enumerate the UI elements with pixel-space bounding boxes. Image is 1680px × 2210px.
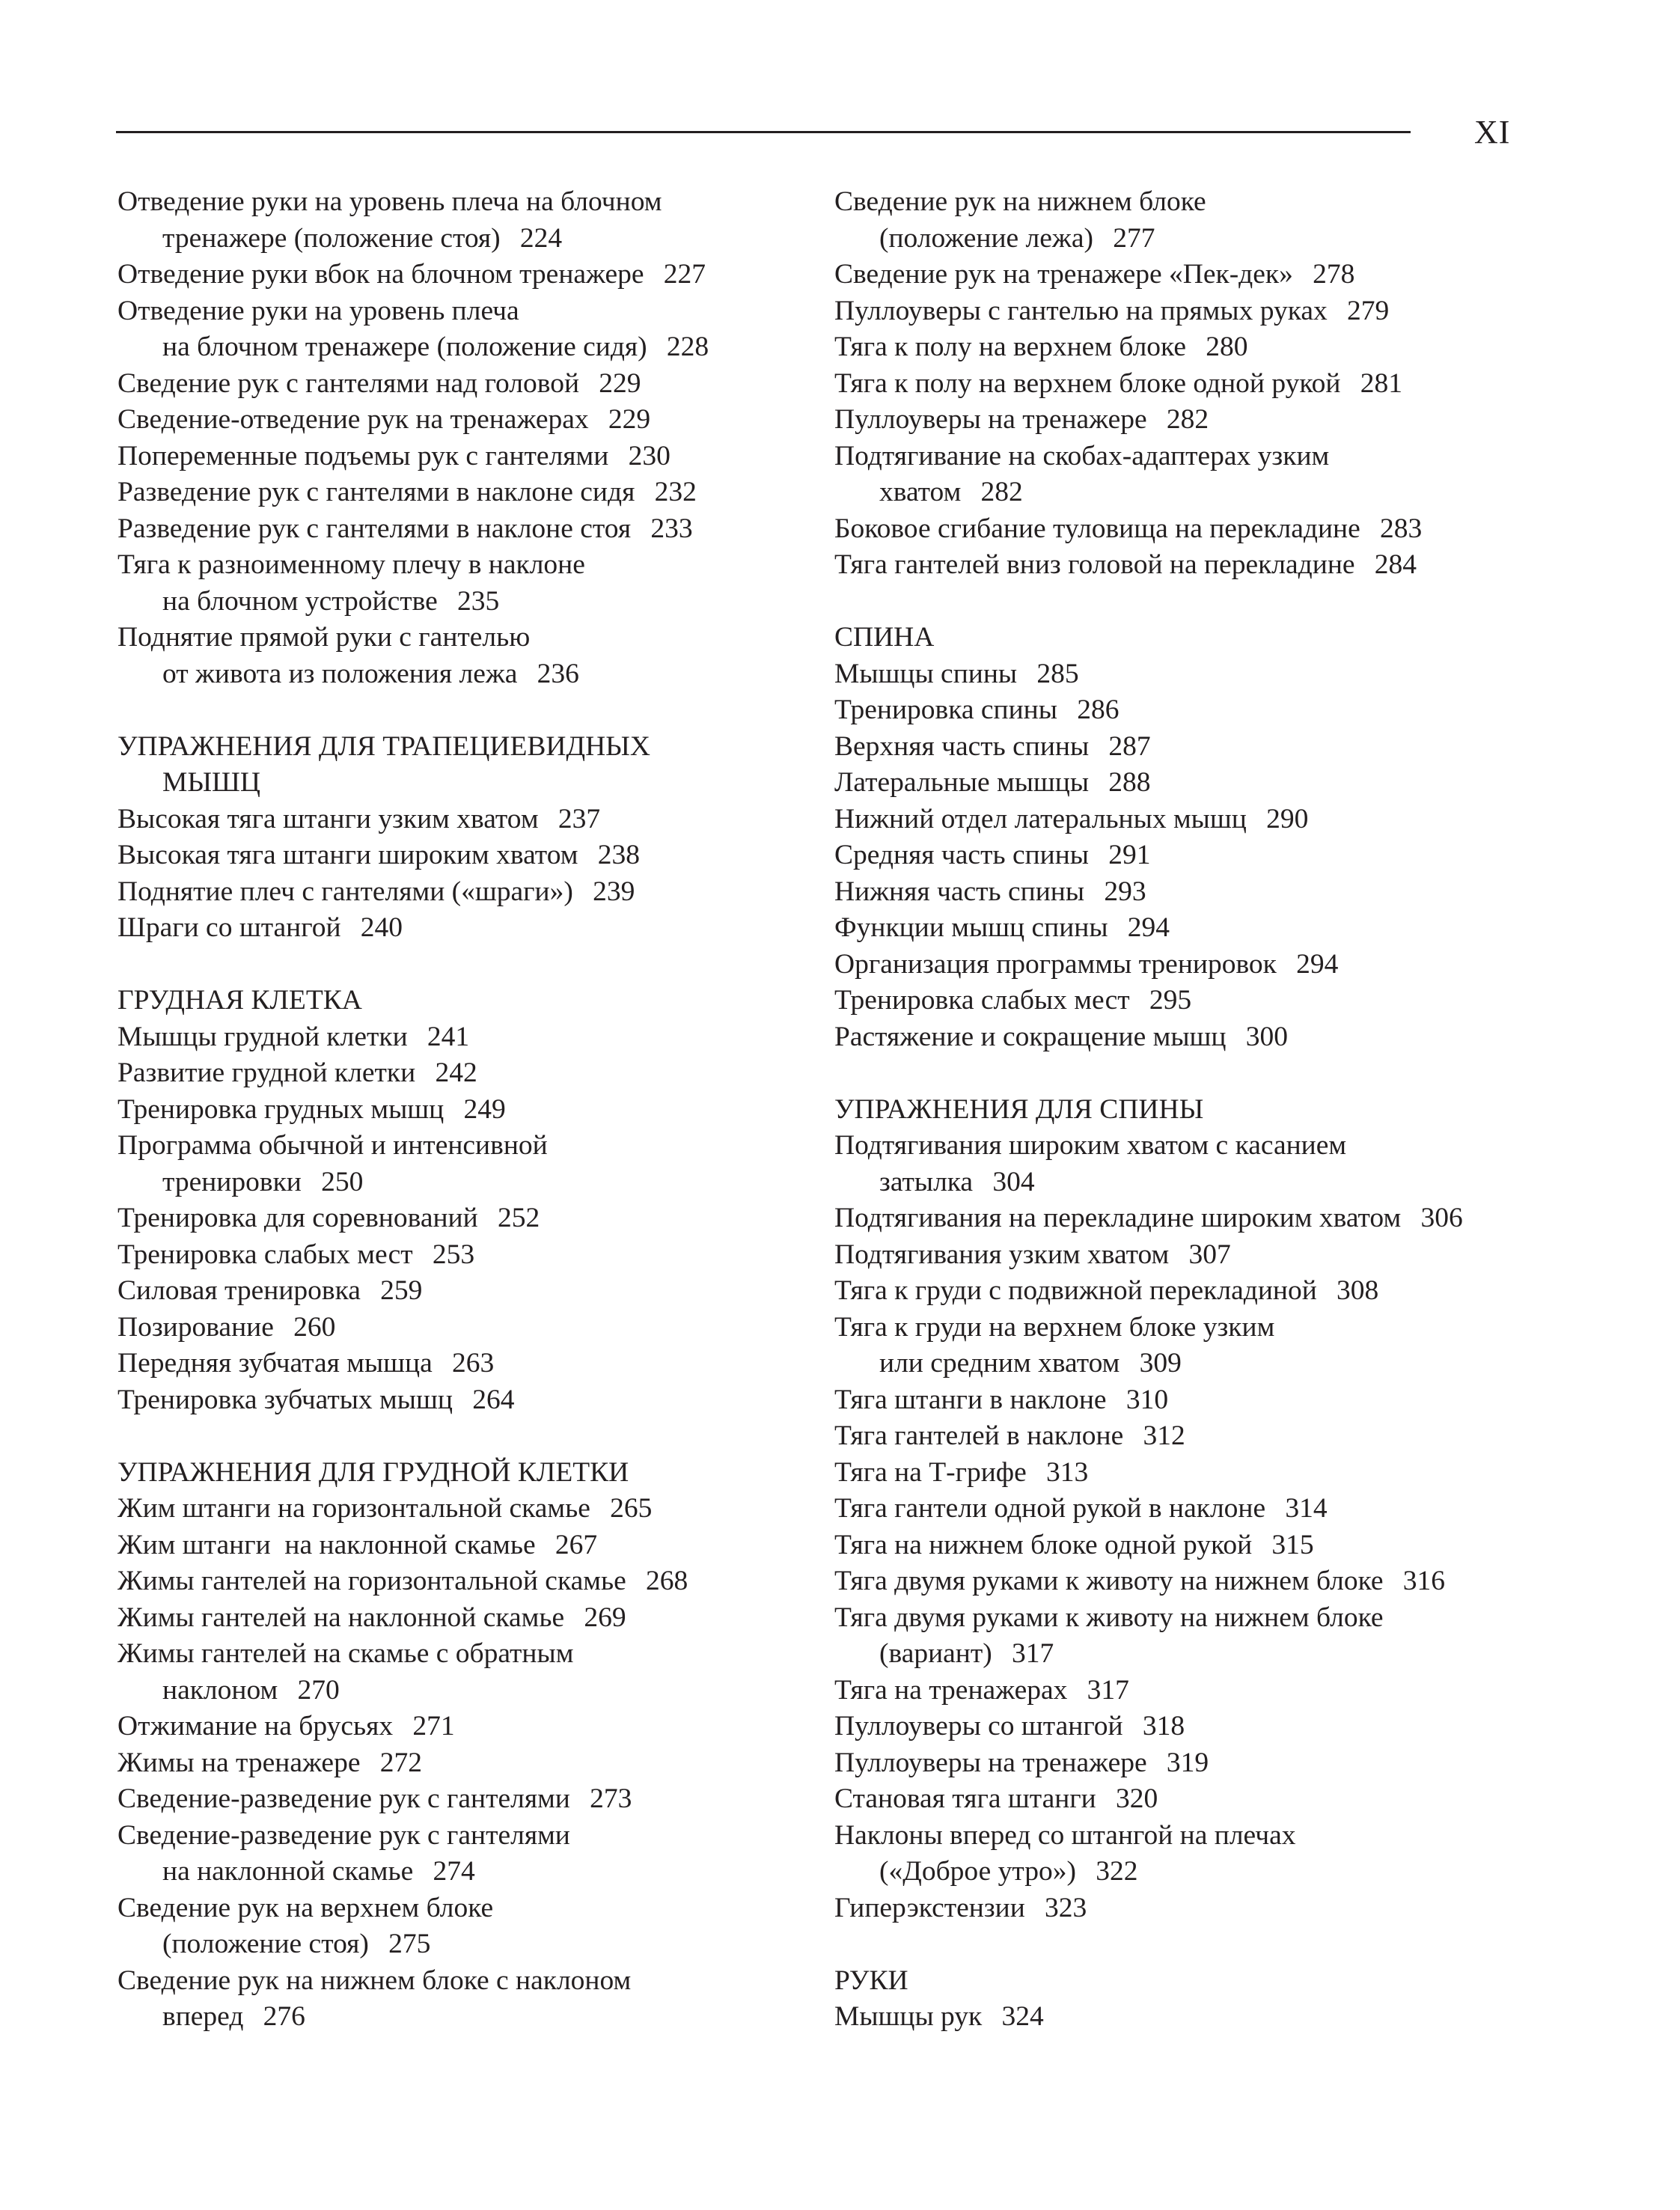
toc-page-number: 224	[519, 222, 563, 254]
toc-entry	[117, 257, 791, 293]
toc-entry	[834, 184, 1553, 257]
toc-entry	[834, 947, 1553, 983]
toc-entry	[117, 1237, 791, 1274]
toc-entry-title: Разведение рук с гантелями в наклоне сидя 232	[117, 477, 697, 507]
toc-entry	[834, 366, 1553, 403]
toc-entry	[117, 1273, 791, 1310]
toc-page-number: 230	[628, 440, 671, 471]
toc-entry-title: Средняя часть спины 291	[834, 840, 1151, 870]
toc-entry	[834, 293, 1553, 330]
toc-page-number: 304	[992, 1166, 1035, 1197]
toc-section	[834, 184, 1553, 584]
toc-entry	[117, 1310, 791, 1346]
toc-page-number: 249	[463, 1093, 506, 1125]
toc-entry	[834, 1200, 1553, 1237]
toc-entry-title: Тяга штанги в наклоне 310	[834, 1384, 1169, 1415]
toc-page-number: 265	[610, 1493, 653, 1524]
toc-page-number: 279	[1347, 295, 1390, 326]
toc-entry	[834, 547, 1553, 584]
toc-entry-title: или средним хватом 309	[879, 1348, 1182, 1379]
toc-entry-title: Тренировка спины 286	[834, 695, 1120, 725]
toc-page-number: 295	[1149, 985, 1192, 1016]
toc-entry-title: затылка 304	[879, 1166, 1035, 1197]
toc-entry	[117, 802, 791, 838]
toc-entry-title: Тяга на Т-грифе 313	[834, 1456, 1089, 1488]
toc-page-number: 237	[558, 803, 601, 834]
toc-entry	[117, 1092, 791, 1129]
toc-entry	[117, 1491, 791, 1527]
toc-entry-title: тренажере (положение стоя) 224	[162, 222, 563, 254]
toc-section	[834, 1963, 1553, 2036]
toc-page-number: 239	[593, 876, 635, 907]
toc-entry-title: тренировки 250	[162, 1166, 364, 1197]
toc-page-number: 291	[1108, 840, 1151, 870]
toc-entry	[834, 1019, 1553, 1056]
toc-page-number: 267	[555, 1529, 598, 1560]
toc-entry-title: на наклонной скамье 274	[162, 1856, 475, 1887]
toc-column-right	[834, 184, 1553, 2036]
toc-entry	[834, 1890, 1553, 1927]
toc-entry-title: Жимы гантелей на скамье с обратным	[117, 1638, 574, 1669]
toc-entry-title: Тяга двумя руками к животу на нижнем блоке	[834, 1602, 1384, 1633]
toc-entry-title: Боковое сгибание туловища на перекладине 283	[834, 513, 1423, 544]
toc-entry	[834, 874, 1553, 911]
toc-entry-title: Программа обычной и интенсивной	[117, 1130, 548, 1161]
toc-entry-title: вперед 276	[162, 2001, 305, 2032]
toc-entry-title: Растяжение и сокращение мышц 300	[834, 1021, 1288, 1052]
toc-page-number: 250	[321, 1166, 364, 1197]
toc-entry-title: на блочном устройстве 235	[162, 585, 500, 617]
toc-entry	[117, 1600, 791, 1637]
toc-page-number: 287	[1108, 730, 1151, 762]
toc-entry-title: Функции мышц спины 294	[834, 912, 1170, 943]
toc-section	[117, 1455, 791, 2036]
toc-entry-title: Сведение рук с гантелями над головой 229	[117, 367, 641, 399]
toc-entry-title: Отведение руки на уровень плеча на блочном	[117, 186, 662, 217]
toc-page-number: 285	[1036, 658, 1079, 689]
toc-entry-title: Сведение рук на верхнем блоке	[117, 1892, 494, 1923]
toc-page-number: 253	[432, 1239, 475, 1270]
toc-entry	[834, 1999, 1553, 2036]
section-heading-line: ГРУДНАЯ КЛЕТКА	[117, 985, 362, 1016]
toc-entry-title: Тяга к груди с подвижной перекладиной 308	[834, 1275, 1379, 1306]
toc-entry	[834, 1455, 1553, 1492]
toc-entry-title: Сведение-отведение рук на тренажерах 229	[117, 404, 651, 435]
toc-entry-title: Высокая тяга штанги широким хватом 238	[117, 840, 640, 870]
toc-entry-title: Развитие грудной клетки 242	[117, 1057, 477, 1088]
toc-entry	[117, 1055, 791, 1092]
toc-entry	[834, 1491, 1553, 1527]
toc-entry	[117, 1563, 791, 1600]
toc-entry-title: Подтягивания широким хватом с касанием	[834, 1130, 1347, 1161]
toc-page-number: 319	[1166, 1747, 1209, 1778]
toc-entry-title: Сведение рук на нижнем блоке	[834, 186, 1206, 217]
section-heading	[117, 729, 791, 802]
toc-page-number: 315	[1271, 1529, 1314, 1560]
toc-entry	[834, 1128, 1553, 1200]
toc-page-number: 294	[1127, 912, 1170, 943]
toc-entry-title: Жимы гантелей на горизонтальной скамье 268	[117, 1566, 688, 1596]
toc-entry	[834, 802, 1553, 838]
toc-entry-title: Сведение рук на нижнем блоке с наклоном	[117, 1965, 632, 1996]
toc-entry-title: Тренировка грудных мышц 249	[117, 1093, 506, 1125]
toc-entry-title: Пуллоуверы на тренажере 282	[834, 404, 1209, 435]
toc-entry	[834, 983, 1553, 1019]
toc-page-number: 271	[412, 1711, 455, 1742]
toc-entry-title: Пуллоуверы со штангой 318	[834, 1711, 1185, 1742]
toc-page-number: 232	[654, 477, 697, 507]
toc-page-number: 277	[1113, 222, 1155, 254]
toc-page-number: 259	[380, 1275, 423, 1306]
toc-entry-title: Подтягивание на скобах-адаптерах узким	[834, 440, 1330, 471]
toc-entry-title: Нижний отдел латеральных мышц 290	[834, 803, 1309, 834]
toc-entry-title: Организация программы тренировок 294	[834, 948, 1339, 980]
toc-entry-title: Поднятие плеч с гантелями («шраги») 239	[117, 876, 635, 907]
toc-page-number: 242	[435, 1057, 477, 1088]
toc-entry-title: Тяга гантелей в наклоне 312	[834, 1420, 1185, 1451]
toc-page-number: 280	[1206, 332, 1248, 362]
toc-page-number: 323	[1045, 1892, 1087, 1923]
toc-section	[834, 1092, 1553, 1927]
toc-page-number: 269	[584, 1602, 626, 1633]
toc-entry	[834, 1563, 1553, 1600]
toc-entry-title: Тяга на тренажерах 317	[834, 1674, 1129, 1706]
toc-page-number: 318	[1142, 1711, 1185, 1742]
toc-entry	[834, 1818, 1553, 1890]
toc-page-number: 238	[597, 840, 640, 870]
toc-entry-title: Сведение-разведение рук с гантелями 273	[117, 1783, 632, 1814]
toc-entry	[834, 402, 1553, 439]
toc-page-number: 316	[1402, 1566, 1446, 1596]
toc-page-number: 276	[263, 2001, 305, 2032]
toc-page-number: 309	[1139, 1348, 1182, 1379]
toc-page-number: 236	[537, 658, 579, 689]
toc-entry-title: Сведение-разведение рук с гантелями	[117, 1819, 570, 1851]
toc-entry	[834, 910, 1553, 947]
toc-entry-title: Латеральные мышцы 288	[834, 767, 1151, 798]
toc-entry	[834, 1781, 1553, 1818]
toc-entry	[834, 1600, 1553, 1673]
toc-page-number: 263	[452, 1348, 495, 1379]
toc-entry-title: (вариант) 317	[879, 1638, 1054, 1669]
toc-entry	[117, 439, 791, 475]
section-heading-line: СПИНА	[834, 622, 935, 653]
toc-entry	[117, 1818, 791, 1890]
toc-page-number: 268	[645, 1566, 688, 1596]
toc-page-number: 300	[1245, 1021, 1288, 1052]
toc-entry-title: Жимы на тренажере 272	[117, 1747, 422, 1778]
toc-entry	[834, 257, 1553, 293]
toc-entry-title: Поднятие прямой руки с гантелью	[117, 622, 531, 653]
toc-entry	[834, 729, 1553, 766]
toc-entry-title: Тяга гантелей вниз головой на перекладине 284	[834, 549, 1417, 580]
toc-page-number: 241	[427, 1021, 470, 1052]
toc-entry	[117, 1890, 791, 1963]
toc-entry	[117, 511, 791, 548]
toc-page-number: 270	[297, 1674, 340, 1706]
toc-entry	[834, 765, 1553, 802]
toc-entry	[117, 293, 791, 366]
section-heading	[117, 1455, 791, 1492]
section-heading-line: УПРАЖНЕНИЯ ДЛЯ ГРУДНОЙ КЛЕТКИ	[117, 1456, 629, 1488]
toc-page-number: 314	[1285, 1493, 1328, 1524]
toc-page-number: 264	[472, 1384, 515, 1415]
toc-page-number: 227	[663, 259, 706, 290]
toc-page-number: 286	[1077, 695, 1120, 725]
toc-entry-title: («Доброе утро») 322	[879, 1856, 1138, 1887]
toc-entry	[117, 1019, 791, 1056]
toc-entry-title: Позирование 260	[117, 1311, 336, 1343]
toc-page-number: 312	[1143, 1420, 1185, 1451]
toc-entry-title: Силовая тренировка 259	[117, 1275, 423, 1306]
toc-page-number: 317	[1012, 1638, 1054, 1669]
toc-section	[117, 983, 791, 1418]
toc-entry-title: Тяга гантели одной рукой в наклоне 314	[834, 1493, 1328, 1524]
toc-entry-title: Разведение рук с гантелями в наклоне стоя 233	[117, 513, 693, 544]
toc-entry	[834, 1418, 1553, 1455]
section-heading-line: УПРАЖНЕНИЯ ДЛЯ СПИНЫ	[834, 1093, 1204, 1125]
toc-entry	[117, 474, 791, 511]
toc-entry-title: Наклоны вперед со штангой на плечах	[834, 1819, 1296, 1851]
toc-entry	[117, 1128, 791, 1200]
toc-entry	[834, 1673, 1553, 1709]
toc-page-number: 260	[293, 1311, 336, 1343]
toc-entry-title: (положение лежа) 277	[879, 222, 1155, 254]
toc-page-number: 233	[650, 513, 693, 544]
toc-entry-title: Сведение рук на тренажере «Пек-дек» 278	[834, 259, 1355, 290]
toc-page-number: 274	[433, 1856, 475, 1887]
toc-entry	[834, 1745, 1553, 1782]
toc-entry-title: Передняя зубчатая мышца 263	[117, 1348, 495, 1379]
toc-section	[117, 729, 791, 947]
toc-page-number: 308	[1337, 1275, 1379, 1306]
toc-entry	[834, 1527, 1553, 1564]
toc-page-number: 235	[457, 585, 500, 617]
toc-page-number: 313	[1046, 1456, 1089, 1488]
toc-entry-title: Пуллоуверы на тренажере 319	[834, 1747, 1209, 1778]
toc-entry-title: Тяга к полу на верхнем блоке 280	[834, 332, 1248, 362]
toc-entry	[834, 1382, 1553, 1419]
toc-page-number: 307	[1188, 1239, 1231, 1270]
toc-entry-title: Верхняя часть спины 287	[834, 730, 1151, 762]
toc-entry	[117, 1382, 791, 1419]
toc-entry-title: Отжимание на брусьях 271	[117, 1711, 455, 1742]
toc-entry	[117, 1745, 791, 1782]
toc-entry	[117, 1346, 791, 1382]
toc-entry-title: Гиперэкстензии 323	[834, 1892, 1087, 1923]
section-heading-line: УПРАЖНЕНИЯ ДЛЯ ТРАПЕЦИЕВИДНЫХ	[117, 730, 650, 762]
toc-page-number: 281	[1360, 367, 1402, 399]
toc-entry-title: Тренировка зубчатых мышц 264	[117, 1384, 515, 1415]
toc-entry-title: Тяга двумя руками к животу на нижнем блоке 316	[834, 1566, 1446, 1596]
toc-entry-title: (положение стоя) 275	[162, 1929, 431, 1959]
toc-page-number: 293	[1104, 876, 1146, 907]
toc-entry-title: Нижняя часть спины 293	[834, 876, 1146, 907]
toc-entry-title: Тренировка для соревнований 252	[117, 1203, 540, 1233]
toc-entry-title: Отведение руки вбок на блочном тренажере 227	[117, 259, 706, 290]
toc-entry	[834, 1709, 1553, 1745]
toc-entry	[117, 547, 791, 620]
toc-entry	[117, 837, 791, 874]
toc-page-number: 320	[1115, 1783, 1158, 1814]
section-heading-line: МЫШЦ	[162, 767, 260, 798]
toc-entry-title: Тяга к груди на верхнем блоке узким	[834, 1311, 1275, 1343]
toc-entry-title: Тяга к разноименному плечу в наклоне	[117, 549, 585, 580]
toc-column-left	[117, 184, 791, 2036]
toc-entry	[834, 1237, 1553, 1274]
toc-entry-title: Становая тяга штанги 320	[834, 1783, 1158, 1814]
toc-entry	[834, 511, 1553, 548]
toc-entry	[834, 837, 1553, 874]
section-heading	[834, 1092, 1553, 1129]
toc-page-number: 324	[1001, 2001, 1044, 2032]
toc-page-number: 228	[666, 332, 709, 362]
toc-entry	[117, 1709, 791, 1745]
toc-page-number: 322	[1096, 1856, 1138, 1887]
toc-page-number: 283	[1380, 513, 1423, 544]
toc-page-number: 288	[1108, 767, 1151, 798]
toc-entry	[117, 1527, 791, 1564]
toc-entry-title: Пуллоуверы с гантелью на прямых руках 279	[834, 295, 1390, 326]
toc-entry-title: Мышцы спины 285	[834, 658, 1079, 689]
toc-entry	[117, 184, 791, 257]
toc-entry	[117, 366, 791, 403]
toc-page-number: 275	[388, 1929, 431, 1959]
page-number: XI	[1474, 114, 1511, 150]
toc-page-number: 252	[497, 1203, 540, 1233]
header-rule	[116, 131, 1411, 133]
toc-page-number: 229	[599, 367, 641, 399]
toc-entry	[834, 692, 1553, 729]
toc-entry-title: Мышцы рук 324	[834, 2001, 1044, 2032]
toc-entry-title: от живота из положения лежа 236	[162, 658, 579, 689]
toc-entry-title: наклоном 270	[162, 1674, 340, 1706]
toc-page-number: 229	[608, 404, 651, 435]
toc-entry	[117, 1963, 791, 2036]
toc-entry-title: Подтягивания на перекладине широким хватом 306	[834, 1203, 1463, 1233]
toc-entry	[834, 1273, 1553, 1310]
toc-page-number: 240	[360, 912, 403, 943]
toc-section	[117, 184, 791, 692]
toc-entry	[117, 1636, 791, 1709]
toc-entry	[117, 620, 791, 692]
toc-entry-title: Жимы гантелей на наклонной скамье 269	[117, 1602, 626, 1633]
section-heading	[834, 620, 1553, 656]
toc-entry-title: Тяга к полу на верхнем блоке одной рукой 281	[834, 367, 1402, 399]
toc-entry-title: Высокая тяга штанги узким хватом 237	[117, 803, 601, 834]
toc-entry-title: Жим штанги на горизонтальной скамье 265	[117, 1493, 653, 1524]
toc-entry	[834, 439, 1553, 511]
toc-entry-title: Тренировка слабых мест 253	[117, 1239, 475, 1270]
toc-page-number: 272	[379, 1747, 422, 1778]
toc-page-number: 278	[1313, 259, 1355, 290]
toc-entry-title: Отведение руки на уровень плеча	[117, 295, 519, 326]
toc-entry-title: Попеременные подъемы рук с гантелями 230	[117, 440, 671, 471]
toc-entry-title: Шраги со штангой 240	[117, 912, 403, 943]
toc-page-number: 290	[1266, 803, 1309, 834]
toc-page-number: 294	[1296, 948, 1339, 980]
section-heading	[117, 983, 791, 1019]
toc-page-number: 306	[1420, 1203, 1463, 1233]
toc-entry	[834, 329, 1553, 366]
toc-page-number: 282	[980, 477, 1023, 507]
toc-page-number: 282	[1166, 404, 1209, 435]
toc-entry	[117, 1781, 791, 1818]
toc-entry-title: Тяга на нижнем блоке одной рукой 315	[834, 1529, 1314, 1560]
toc-entry	[117, 402, 791, 439]
toc-page-number: 284	[1374, 549, 1417, 580]
toc-page-number: 273	[590, 1783, 632, 1814]
toc-entry-title: на блочном тренажере (положение сидя) 228	[162, 332, 709, 362]
toc-entry	[834, 1310, 1553, 1382]
toc-entry	[117, 910, 791, 947]
toc-entry	[834, 656, 1553, 693]
toc-entry-title: Тренировка слабых мест 295	[834, 985, 1192, 1016]
section-heading-line: РУКИ	[834, 1965, 908, 1996]
toc-entry	[117, 1200, 791, 1237]
section-heading	[834, 1963, 1553, 2000]
toc-entry	[117, 874, 791, 911]
toc-page-number: 310	[1125, 1384, 1169, 1415]
toc-entry-title: Мышцы грудной клетки 241	[117, 1021, 470, 1052]
toc-page-number: 317	[1087, 1674, 1129, 1706]
toc-entry-title: хватом 282	[879, 477, 1023, 507]
toc-entry-title: Жим штанги на наклонной скамье 267	[117, 1529, 598, 1560]
toc-entry-title: Подтягивания узким хватом 307	[834, 1239, 1231, 1270]
toc-section	[834, 620, 1553, 1055]
